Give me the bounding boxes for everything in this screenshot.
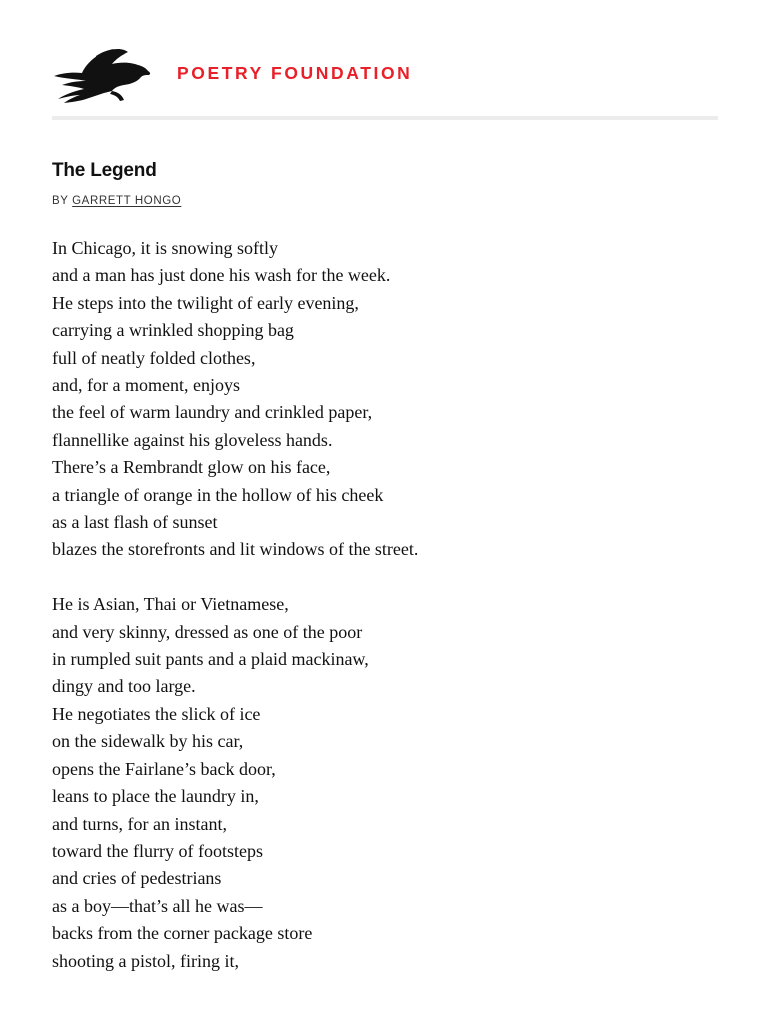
poem-line: He negotiates the slick of ice <box>52 703 261 724</box>
poem-line: carrying a wrinkled shopping bag <box>52 320 294 341</box>
brand-name[interactable]: POETRY FOUNDATION <box>177 63 413 83</box>
poem-line: as a boy—that’s all he was— <box>52 895 263 916</box>
poem-line: full of neatly folded clothes, <box>52 347 256 368</box>
poem-line: on the sidewalk by his car, <box>52 731 244 752</box>
poem-line: shooting a pistol, firing it, <box>52 950 239 971</box>
poem-line: He is Asian, Thai or Vietnamese, <box>52 594 289 615</box>
poem-line: There’s a Rembrandt glow on his face, <box>52 457 331 478</box>
poem-line: opens the Fairlane’s back door, <box>52 758 276 779</box>
poem-line: as a last flash of sunset <box>52 512 218 533</box>
poem-line: leans to place the laundry in, <box>52 786 259 807</box>
poem-line: and a man has just done his wash for the week. <box>52 265 391 286</box>
poem-line: dingy and too large. <box>52 676 196 697</box>
site-header <box>52 44 718 104</box>
poem-line: and turns, for an instant, <box>52 813 227 834</box>
poem-line: toward the flurry of footsteps <box>52 840 263 861</box>
poem-line: and cries of pedestrians <box>52 868 222 889</box>
poem-line: blazes the storefronts and lit windows of the street. <box>52 539 419 560</box>
poem-title: The Legend <box>52 160 157 181</box>
byline <box>52 195 181 207</box>
poem-line: the feel of warm laundry and crinkled paper, <box>52 402 373 423</box>
poem-line: backs from the corner package store <box>52 923 313 944</box>
poem-line: flannellike against his gloveless hands. <box>52 429 333 450</box>
poem-line: He steps into the twilight of early evening, <box>52 292 359 313</box>
byline-label: BY <box>52 195 69 207</box>
header-divider <box>52 116 718 120</box>
poem-line: In Chicago, it is snowing softly <box>52 238 278 258</box>
poem-line: and very skinny, dressed as one of the poor <box>52 621 363 642</box>
poem-line: in rumpled suit pants and a plaid mackinaw, <box>52 649 369 670</box>
poem-line: a triangle of orange in the hollow of his cheek <box>52 484 384 505</box>
poem-stanza <box>52 591 712 975</box>
poem-body <box>52 235 712 1002</box>
poem-line: and, for a moment, enjoys <box>52 375 240 396</box>
poem-stanza <box>52 235 712 564</box>
author-link[interactable]: GARRETT HONGO <box>72 195 182 207</box>
pegasus-logo-icon[interactable] <box>52 46 152 104</box>
